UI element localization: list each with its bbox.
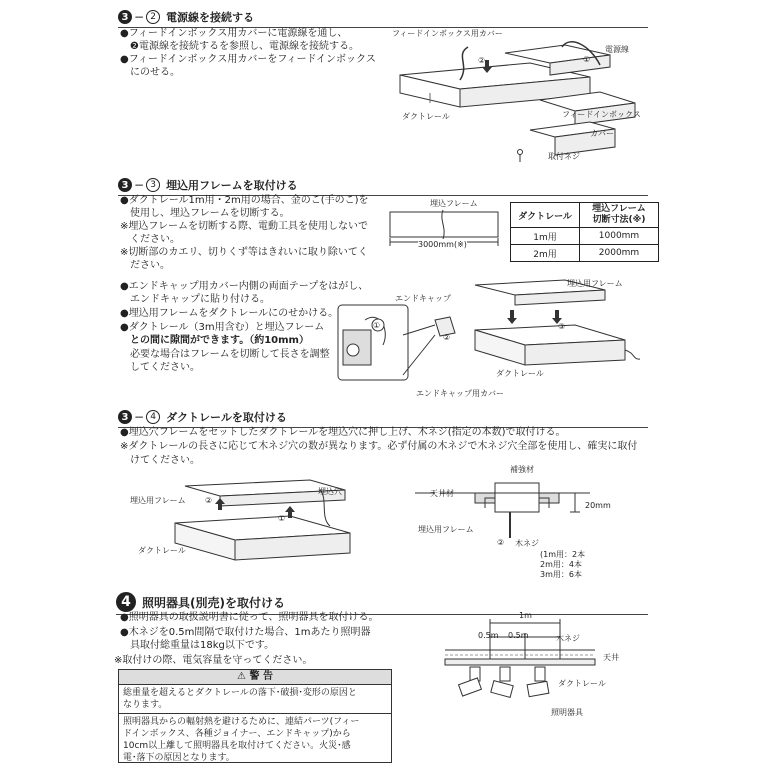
warning-box: [118, 669, 392, 763]
warning-line: ドインボックス、各種ジョイナー、エンドキャップ)から: [123, 729, 351, 739]
substep-number: 2: [146, 10, 160, 24]
label-endcap-cover: エンドキャップ用カバー: [416, 389, 504, 398]
table-cell: 2000mm: [580, 245, 659, 262]
instruction-line: ※切断部のカエリ、切りくず等はきれいに取り除いてく: [120, 247, 368, 258]
label-duct-rail: ダクトレール: [558, 679, 606, 688]
warning-line: 10cm以上離して照明器具を取付けてください。火災･感: [123, 741, 351, 751]
label-wood-screw: 木ネジ: [556, 634, 580, 643]
warning-paragraph: [119, 685, 391, 713]
dash: −: [134, 10, 145, 24]
section-3-3-header: [118, 176, 648, 194]
step-number: 3: [118, 10, 132, 24]
warning-line: 総重量を超えるとダクトレールの落下･破損･変形の原因と: [123, 688, 357, 698]
label-wood-screw: 木ネジ: [515, 539, 539, 548]
section-title: ダクトレールを取付ける: [166, 411, 287, 424]
label-mount-screw: 取付ネジ: [548, 152, 580, 161]
label-duct-rail: ダクトレール: [402, 112, 450, 121]
label-num-1: ①: [278, 514, 286, 523]
label-embed-frame: 埋込用フレーム: [130, 496, 186, 505]
label-embed-frame: 埋込フレーム: [430, 199, 478, 208]
label-num-3: ③: [558, 322, 566, 331]
instruction-line: ●照明器具の取扱説明書に従って、照明器具を取付ける。: [120, 612, 379, 623]
section-3-4-header: [118, 408, 648, 426]
label-num-2: ②: [497, 538, 505, 547]
instruction-line: ●エンドキャップ用カバー内側の両面テープをはがし、: [120, 281, 369, 292]
instruction-line: ●フィードインボックス用カバーに電源線を通し、: [120, 28, 348, 39]
instruction-line: にのせる。: [120, 67, 180, 78]
warning-line: 照明器具からの輻射熱を避けるために、連結パーツ(フィー: [123, 717, 360, 727]
label-ceiling: 天井: [603, 653, 619, 662]
label-screw-count: (1m用：2本: [540, 550, 586, 559]
label-power-cable: 電源線: [605, 45, 629, 54]
instruction-line: 必要な場合はフレームを切断して長さを調整: [120, 349, 330, 360]
instruction-line: ●木ネジを0.5m間隔で取付けた場合、1mあたり照明器: [120, 627, 371, 638]
table-row: [511, 245, 659, 262]
label-cover: カバー: [590, 129, 614, 138]
section-3-2-header: [118, 8, 648, 26]
label-endcap: エンドキャップ: [395, 294, 451, 303]
label-num-2: ②: [205, 496, 213, 505]
section-title: 埋込用フレームを取付ける: [166, 179, 298, 192]
table-header: ダクトレール: [511, 203, 580, 228]
label-num-2: ②: [443, 333, 451, 342]
label-embed-frame: 埋込用フレーム: [567, 279, 623, 288]
label-fib-cover: フィードインボックス用カバー: [392, 29, 503, 38]
warning-line: なります。: [123, 700, 168, 710]
cut-size-table: [510, 202, 659, 262]
instruction-line: ※取付けの際、電気容量を守ってください。: [114, 655, 313, 666]
instruction-line: エンドキャップに貼り付ける。: [120, 294, 270, 305]
instruction-line: してください。: [120, 362, 200, 373]
instruction-line: ●フィードインボックス用カバーをフィードインボックス: [120, 54, 376, 65]
dash: −: [134, 410, 145, 424]
warning-line: 電･落下の原因となります。: [123, 753, 235, 763]
table-row: [511, 228, 659, 245]
instruction-line: との間に隙間ができます。（約10mm）: [120, 335, 309, 346]
instruction-line: ください。: [120, 234, 180, 245]
instruction-line: 具取付総重量は18kg以下です。: [120, 640, 275, 651]
label-ceiling-material: 天井材: [430, 489, 454, 498]
step-number: 3: [118, 178, 132, 192]
table-cell: 1000mm: [580, 228, 659, 245]
table-header: 埋込フレーム 切断寸法(※): [580, 203, 659, 228]
instruction-line: ❷電源線を接続するを参照し、電源線を接続する。: [120, 41, 359, 52]
warning-paragraph: [119, 713, 391, 766]
instruction-line: けてください。: [120, 455, 200, 466]
label-half-meter: 0.5m: [508, 631, 529, 640]
substep-number: 4: [146, 410, 160, 424]
substep-number: 3: [146, 178, 160, 192]
instruction-line: ※埋込フレームを切断する際、電動工具を使用しないで: [120, 221, 368, 232]
instruction-line: 使用し、埋込フレームを切断する。: [120, 208, 290, 219]
section-title: 電源線を接続する: [166, 11, 255, 24]
label-embed-frame: 埋込用フレーム: [418, 525, 474, 534]
table-cell: 2m用: [511, 245, 580, 262]
label-reinforcement: 補強材: [510, 465, 534, 474]
label-num-2: ②: [478, 56, 486, 65]
step-number: 4: [116, 592, 136, 612]
label-embed-hole: 埋込穴: [318, 487, 342, 496]
section-title: 照明器具(別売)を取付ける: [142, 595, 285, 610]
instruction-line: ●ダクトレール（3m用含む）と埋込フレーム: [120, 322, 325, 333]
instruction-line: ●ダクトレール1m用・2m用の場合、金のこ(手のこ)を: [120, 195, 369, 206]
label-dimension: 20mm: [585, 501, 611, 510]
section-4-header: [116, 591, 648, 613]
step-number: 3: [118, 410, 132, 424]
frame-install-diagram: [335, 275, 645, 400]
label-screw-count: 2m用：4本: [540, 560, 582, 569]
warning-title: ⚠ 警 告: [119, 670, 391, 685]
label-screw-count: 3m用：6本: [540, 570, 582, 579]
label-half-meter: 0.5m: [478, 631, 499, 640]
label-num-1: ①: [583, 55, 591, 64]
instruction-line: ださい。: [120, 260, 170, 271]
label-duct-rail: ダクトレール: [138, 546, 186, 555]
label-fixture: 照明器具: [551, 708, 583, 717]
label-1m: 1m: [519, 611, 532, 620]
label-num-1: ①: [373, 321, 381, 330]
label-frame-length: 3000mm(※): [418, 240, 467, 249]
label-duct-rail: ダクトレール: [496, 369, 544, 378]
table-cell: 1m用: [511, 228, 580, 245]
dash: −: [134, 178, 145, 192]
instruction-line: ●埋込穴フレームをセットしたダクトレールを埋込穴に押し上げ、木ネジ(指定の本数)で取付ける。: [120, 427, 566, 438]
instruction-line: ※ダクトレールの長さに応じて木ネジ穴の数が異なります。必ず付属の木ネジで木ネジ穴全部を使用し、確実に取付: [120, 441, 638, 452]
label-feed-in-box: フィードインボックス: [562, 110, 641, 119]
instruction-line: ●埋込用フレームをダクトレールにのせかける。: [120, 308, 339, 319]
